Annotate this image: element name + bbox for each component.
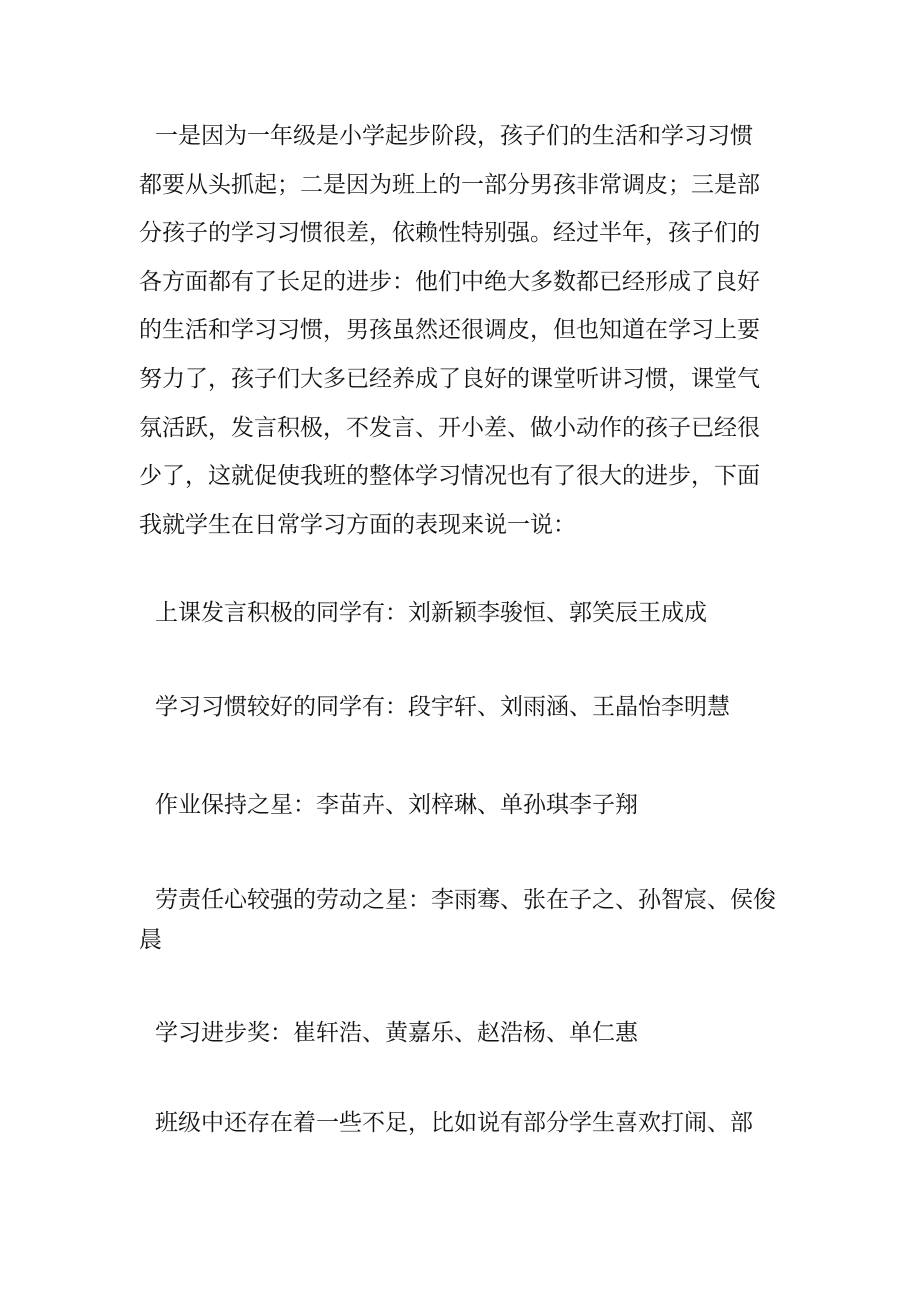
paragraph-line: 的生活和学习习惯，男孩虽然还很调皮，但也知道在学习上要 <box>139 317 760 344</box>
award-progress <box>139 1013 789 1053</box>
paragraph-line: 各方面都有了长足的进步：他们中绝大多数都已经形成了良好 <box>139 268 760 295</box>
paragraph-line: 分孩子的学习习惯很差，依赖性特别强。经过半年，孩子们的 <box>139 220 760 247</box>
paragraph-line: 我就学生在日常学习方面的表现来说一说： <box>139 511 576 538</box>
award-line: 上课发言积极的同学有：刘新颖李骏恒、郭笑辰王成成 <box>155 600 707 626</box>
award-labor-star <box>139 880 789 960</box>
award-active-speakers <box>139 593 789 633</box>
paragraph-line: 都要从头抓起；二是因为班上的一部分男孩非常调皮；三是部 <box>139 171 760 198</box>
paragraph-line: 班级中还存在着一些不足，比如说有部分学生喜欢打闹、部 <box>155 1110 753 1136</box>
award-line-continued: 晨 <box>139 927 162 953</box>
award-good-habits <box>139 687 789 727</box>
award-line: 学习进步奖：崔轩浩、黄嘉乐、赵浩杨、单仁惠 <box>155 1020 638 1046</box>
paragraph-progress-summary <box>139 112 789 549</box>
award-line: 劳责任心较强的劳动之星：李雨骞、张在子之、孙智宸、侯俊 <box>155 887 776 913</box>
award-homework-star <box>139 785 789 825</box>
paragraph-line: 氛活跃，发言积极，不发言、开小差、做小动作的孩子已经很 <box>139 414 760 441</box>
closing-paragraph <box>139 1103 789 1143</box>
paragraph-line: 一是因为一年级是小学起步阶段，孩子们的生活和学习习惯 <box>155 123 753 149</box>
paragraph-line: 少了，这就促使我班的整体学习情况也有了很大的进步，下面 <box>139 463 760 490</box>
paragraph-line: 努力了，孩子们大多已经养成了良好的课堂听讲习惯，课堂气 <box>139 365 760 392</box>
award-line: 学习习惯较好的同学有：段宇轩、刘雨涵、王晶怡李明慧 <box>155 694 730 720</box>
award-line: 作业保持之星：李苗卉、刘梓琳、单孙琪李子翔 <box>155 792 638 818</box>
